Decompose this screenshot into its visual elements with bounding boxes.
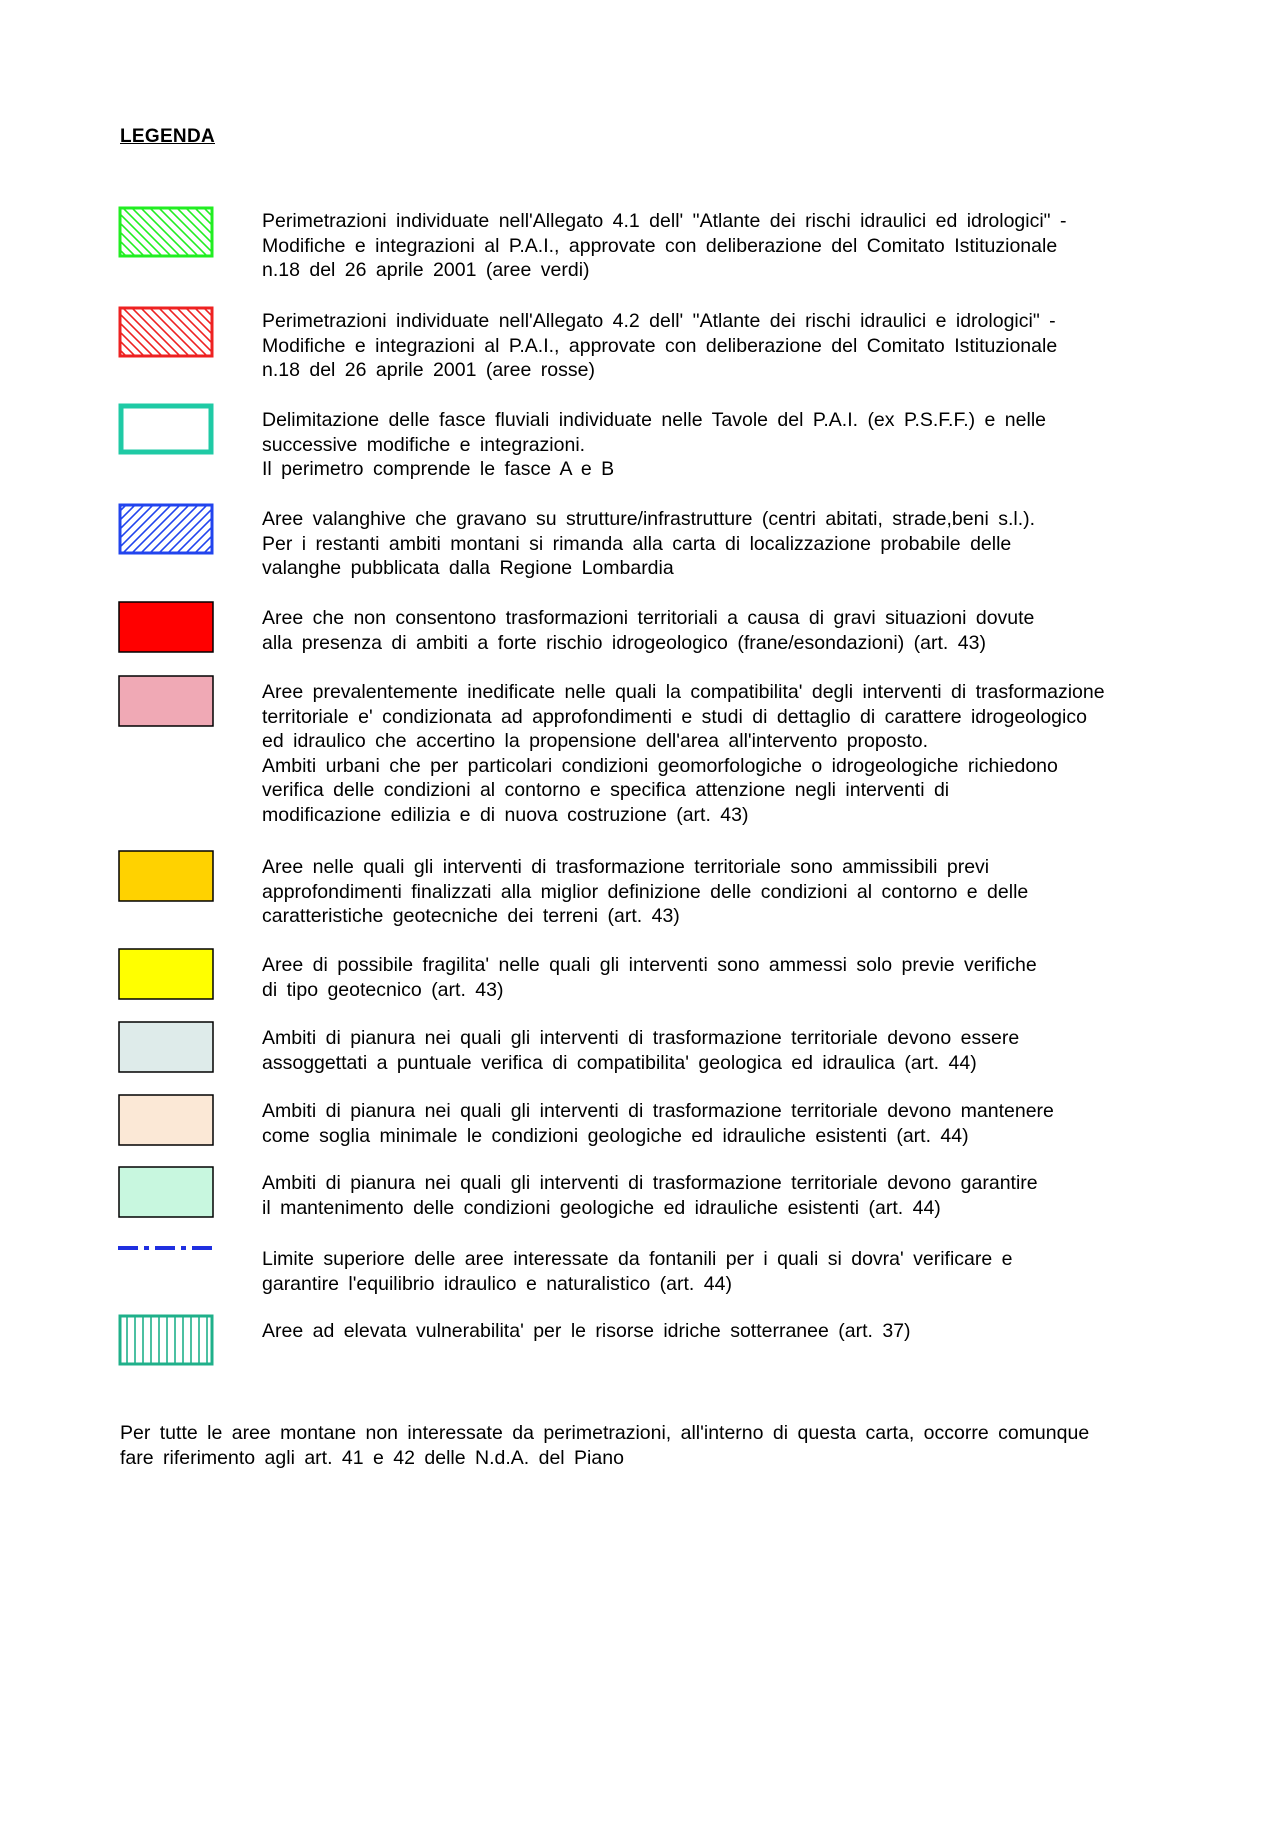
legend-item-line: come soglia minimale le condizioni geologiche ed idrauliche esistenti (art. 44) [262, 1124, 969, 1147]
lightblue-fill-box-swatch [118, 1021, 214, 1073]
legend-item-line: Aree prevalentemente inedificate nelle quali la compatibilita' degli interventi di trasformazione [262, 681, 1105, 703]
legend-item-line: valanghe pubblicata dalla Regione Lombardia [262, 557, 674, 579]
legend-item-description [262, 606, 1222, 655]
legend-item-line: Aree ad elevata vulnerabilita' per le risorse idriche sotterranee (art. 37) [262, 1320, 911, 1342]
legend-item-description [262, 507, 1222, 581]
legend-item-description [262, 408, 1222, 482]
legend-item-line: caratteristiche geotecniche dei terreni (art. 43) [262, 905, 680, 927]
legend-item-description [262, 1026, 1222, 1075]
legend-item-line: Ambiti di pianura nei quali gli interventi di trasformazione territoriale devono essere [262, 1027, 1020, 1049]
legend-item-line: Modifiche e integrazioni al P.A.I., approvate con deliberazione del Comitato Istituzionale [262, 234, 1058, 257]
yellow-fill-box-swatch [118, 948, 214, 1000]
red-fill-box-swatch [118, 601, 214, 653]
legend-item-description [262, 309, 1222, 383]
legend-title: LEGENDA [120, 126, 215, 147]
legend-item-line: Ambiti urbani che per particolari condizioni geomorfologiche o idrogeologiche richiedono [262, 754, 1058, 777]
legend-item-line: Ambiti di pianura nei quali gli interventi di trasformazione territoriale devono garantire [262, 1172, 1038, 1194]
legend-item-line: Limite superiore delle aree interessate da fontanili per i quali si dovra' verificare e [262, 1248, 1013, 1270]
footer-line: fare riferimento agli art. 41 e 42 delle N.d.A. del Piano [120, 1446, 624, 1469]
footer-line: Per tutte le aree montane non interessate da perimetrazioni, all'interno di questa carta, occorre comunque [120, 1422, 1090, 1444]
legend-item-description [262, 1247, 1222, 1296]
legend-item-description [262, 1319, 1222, 1344]
footer-note [120, 1421, 1200, 1470]
legend-item-line: garantire l'equilibrio idraulico e naturalistico (art. 44) [262, 1272, 732, 1295]
legend-item-line: il mantenimento delle condizioni geologiche ed idrauliche esistenti (art. 44) [262, 1196, 941, 1219]
legend-item-description [262, 680, 1222, 827]
peach-fill-box-swatch [118, 1094, 214, 1146]
legend-item-description [262, 855, 1222, 929]
legend-item-line: approfondimenti finalizzati alla miglior definizione delle condizioni al contorno e delle [262, 880, 1029, 903]
legend-item-line: di tipo geotecnico (art. 43) [262, 978, 504, 1001]
legend-item-line: ed idraulico che accertino la propensione dell'area all'intervento proposto. [262, 730, 929, 752]
teal-outline-box-swatch [118, 403, 214, 455]
legend-item-line: assoggettati a puntuale verifica di compatibilita' geologica ed idraulica (art. 44) [262, 1051, 977, 1074]
pink-fill-box-swatch [118, 675, 214, 727]
legend-item-description [262, 1171, 1222, 1220]
legend-item-line: Aree di possibile fragilita' nelle quali gli interventi sono ammessi solo previe verifiche [262, 954, 1037, 976]
legend-item-line: alla presenza di ambiti a forte rischio idrogeologico (frane/esondazioni) (art. 43) [262, 631, 986, 654]
green-hatched-box-swatch [118, 206, 214, 258]
blue-dash-dot-line-swatch [118, 1242, 214, 1294]
mint-fill-box-swatch [118, 1166, 214, 1218]
legend-item-line: Per i restanti ambiti montani si rimanda alla carta di localizzazione probabile delle [262, 532, 1012, 555]
legend-item-line: Aree nelle quali gli interventi di trasformazione territoriale sono ammissibili previ [262, 856, 990, 878]
legend-item-line: successive modifiche e integrazioni. [262, 433, 586, 456]
orange-fill-box-swatch [118, 850, 214, 902]
legend-item-line: Aree che non consentono trasformazioni territoriali a causa di gravi situazioni dovute [262, 607, 1035, 629]
legend-item-line: n.18 del 26 aprile 2001 (aree verdi) [262, 259, 590, 281]
legend-item-line: Delimitazione delle fasce fluviali individuate nelle Tavole del P.A.I. (ex P.S.F.F.) e nelle [262, 409, 1046, 431]
legend-item-line: modificazione edilizia e di nuova costruzione (art. 43) [262, 803, 749, 826]
legend-item-line: Ambiti di pianura nei quali gli interventi di trasformazione territoriale devono mantenere [262, 1100, 1054, 1122]
legend-item-line: Perimetrazioni individuate nell'Allegato 4.1 dell' "Atlante dei rischi idraulici ed idrologici" - [262, 210, 1067, 232]
legend-item-line: verifica delle condizioni al contorno e specifica attenzione negli interventi di [262, 779, 950, 801]
legend-item-line: Aree valanghive che gravano su strutture/infrastrutture (centri abitati, strade,beni s.l.). [262, 508, 1036, 530]
red-hatched-box-swatch [118, 306, 214, 358]
legend-item-line: n.18 del 26 aprile 2001 (aree rosse) [262, 359, 595, 381]
legend-item-line: Perimetrazioni individuate nell'Allegato 4.2 dell' "Atlante dei rischi idraulici e idrologici" - [262, 310, 1056, 332]
legend-item-description [262, 953, 1222, 1002]
legend-item-description [262, 209, 1222, 283]
legend-item-line: territoriale e' condizionata ad approfondimenti e studi di dettaglio di carattere idrogeologico [262, 705, 1087, 728]
legend-item-line: Il perimetro comprende le fasce A e B [262, 458, 615, 480]
legend-item-line: Modifiche e integrazioni al P.A.I., approvate con deliberazione del Comitato Istituzionale [262, 334, 1058, 357]
teal-vertical-hatched-box-swatch [118, 1314, 214, 1366]
legend-item-description [262, 1099, 1222, 1148]
blue-hatched-box-swatch [118, 503, 214, 555]
